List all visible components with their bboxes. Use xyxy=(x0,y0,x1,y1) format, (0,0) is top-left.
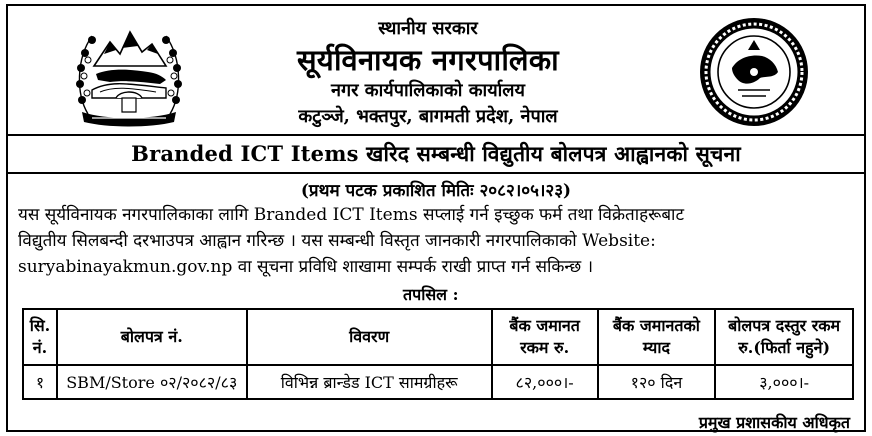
table-row xyxy=(23,365,853,399)
local-government-label: स्थानीय सरकार xyxy=(378,18,478,39)
notice-body-line: विद्युतीय सिलबन्दी दरभाउपत्र आह्वान गरिन्छ । यस सम्बन्धी विस्तृत जानकारी नगरपालिकाको Website: xyxy=(18,231,656,251)
cell-sn: १ xyxy=(23,365,57,399)
municipality-name: सूर्यविनायक नगरपालिका xyxy=(297,43,559,77)
cell-bid-fee: ३,०००।- xyxy=(715,365,853,399)
header-description: विवरण xyxy=(247,309,492,365)
cell-bank-guarantee-validity: १२० दिन xyxy=(598,365,716,399)
cell-description: विभिन्न ब्रान्डेड ICT सामग्रीहरू xyxy=(247,365,492,399)
notice-body-line: यस सूर्यविनायक नगरपालिकाका लागि Branded ICT Items सप्लाई गर्न इच्छुक फर्म तथा विक्रेताहरूबाट xyxy=(18,205,685,225)
office-name: नगर कार्यपालिकाको कार्यालय xyxy=(331,80,525,101)
table-header-row xyxy=(23,309,853,365)
header-bank-guarantee-amount: बैंक जमानत रकम रु. xyxy=(492,309,598,365)
tender-notice xyxy=(6,4,866,432)
tender-table xyxy=(22,308,854,400)
header-sn: सि. नं. xyxy=(23,309,57,365)
notice-body-line: suryabinayakmun.gov.np वा सूचना प्रविधि शाखामा सम्पर्क राखी प्राप्त गर्न सकिन्छ । xyxy=(18,257,594,277)
header-bank-guarantee-validity: बैंक जमानतको म्याद xyxy=(598,309,716,365)
signatory-title: प्रमुख प्रशासकीय अधिकृत xyxy=(698,413,850,432)
cell-bid-no: SBM/Store ०२/२०८२/८३ xyxy=(57,365,247,399)
cell-bank-guarantee-amount: ८२,०००।- xyxy=(492,365,598,399)
publication-date: (प्रथम पटक प्रकाशित मितिः २०८२।०५।२३) xyxy=(300,181,572,201)
notice-title-text: Branded ICT Items खरिद सम्बन्धी विद्युतीय बोलपत्र आह्वानको सूचना xyxy=(131,141,741,166)
header-bid-fee: बोलपत्र दस्तुर रकम रु.(फिर्ता नहुने) xyxy=(715,309,853,365)
notice-body xyxy=(18,202,854,280)
office-address: कटुञ्जे, भक्तपुर, बागमती प्रदेश, नेपाल xyxy=(298,106,558,127)
notice-title xyxy=(8,134,864,174)
header-bid-no: बोलपत्र नं. xyxy=(57,309,247,365)
schedule-title: तपसिल : xyxy=(403,285,459,304)
